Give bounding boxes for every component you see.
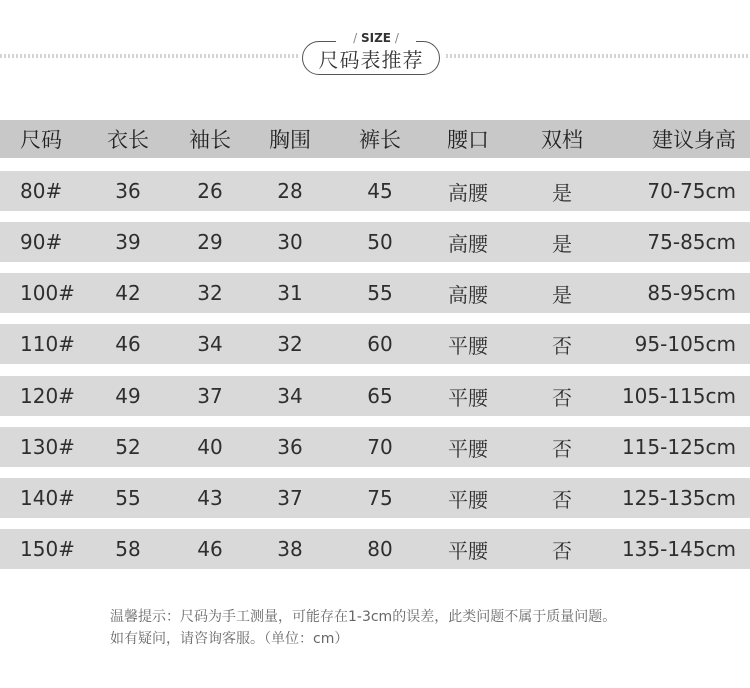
table-header-row [0, 120, 750, 158]
cell-pants-length: 50 [367, 230, 393, 254]
cell-suggested-height: 115-125cm [621, 435, 736, 459]
cell-pants-length: 75 [367, 486, 393, 510]
cell-top-length: 42 [115, 281, 141, 305]
table-row [0, 376, 750, 416]
cell-size: 120# [20, 384, 75, 408]
cell-sleeve-length: 34 [197, 332, 223, 356]
cell-double-crotch: 否 [552, 385, 572, 410]
table-row [0, 478, 750, 518]
column-header-suggested-height: 建议身高 [652, 128, 736, 152]
cell-size: 80# [20, 179, 63, 203]
cell-chest: 28 [277, 179, 303, 203]
table-row [0, 324, 750, 364]
table-row [0, 273, 750, 313]
cell-waist: 平腰 [448, 436, 488, 461]
table-row [0, 427, 750, 467]
cell-double-crotch: 否 [552, 538, 572, 563]
slash-right-icon: / [391, 31, 399, 45]
cell-pants-length: 55 [367, 281, 393, 305]
cell-size: 90# [20, 230, 63, 254]
cell-suggested-height: 135-145cm [621, 537, 736, 561]
cell-double-crotch: 是 [552, 231, 572, 256]
cell-size: 130# [20, 435, 75, 459]
decorative-line-left [0, 54, 298, 58]
cell-waist: 平腰 [448, 333, 488, 358]
cell-sleeve-length: 46 [197, 537, 223, 561]
cell-suggested-height: 105-115cm [621, 384, 736, 408]
column-header-double-crotch: 双档 [541, 128, 583, 152]
cell-top-length: 49 [115, 384, 141, 408]
cell-size: 110# [20, 332, 75, 356]
column-header-pants-length: 裤长 [359, 128, 401, 152]
size-chart-title: 尺码表推荐 [302, 41, 440, 75]
cell-size: 140# [20, 486, 75, 510]
cell-pants-length: 80 [367, 537, 393, 561]
cell-double-crotch: 否 [552, 333, 572, 358]
cell-waist: 平腰 [448, 538, 488, 563]
cell-top-length: 52 [115, 435, 141, 459]
table-row [0, 222, 750, 262]
size-label-text: SIZE [360, 31, 391, 45]
cell-pants-length: 45 [367, 179, 393, 203]
cell-sleeve-length: 29 [197, 230, 223, 254]
cell-waist: 平腰 [448, 487, 488, 512]
cell-pants-length: 70 [367, 435, 393, 459]
cell-double-crotch: 否 [552, 487, 572, 512]
cell-suggested-height: 75-85cm [647, 230, 736, 254]
warm-tip-line-2: 如有疑问，请咨询客服。（单位：cm） [110, 631, 349, 647]
cell-chest: 36 [277, 435, 303, 459]
cell-sleeve-length: 32 [197, 281, 223, 305]
size-chart-header [0, 0, 750, 100]
cell-waist: 高腰 [448, 231, 488, 256]
cell-pants-length: 65 [367, 384, 393, 408]
table-row [0, 529, 750, 569]
column-header-top-length: 衣长 [107, 128, 149, 152]
column-header-size: 尺码 [20, 128, 62, 152]
cell-top-length: 46 [115, 332, 141, 356]
cell-sleeve-length: 26 [197, 179, 223, 203]
cell-sleeve-length: 40 [197, 435, 223, 459]
column-header-sleeve-length: 袖长 [189, 128, 231, 152]
cell-top-length: 39 [115, 230, 141, 254]
cell-top-length: 58 [115, 537, 141, 561]
cell-double-crotch: 是 [552, 180, 572, 205]
cell-size: 150# [20, 537, 75, 561]
cell-double-crotch: 是 [552, 282, 572, 307]
slash-left-icon: / [353, 31, 361, 45]
cell-size: 100# [20, 281, 75, 305]
warm-tip [110, 606, 730, 650]
cell-waist: 平腰 [448, 385, 488, 410]
cell-chest: 31 [277, 281, 303, 305]
cell-waist: 高腰 [448, 282, 488, 307]
cell-sleeve-length: 43 [197, 486, 223, 510]
cell-top-length: 55 [115, 486, 141, 510]
cell-chest: 38 [277, 537, 303, 561]
cell-suggested-height: 125-135cm [621, 486, 736, 510]
cell-sleeve-length: 37 [197, 384, 223, 408]
cell-chest: 32 [277, 332, 303, 356]
column-header-chest: 胸围 [269, 128, 311, 152]
cell-suggested-height: 85-95cm [647, 281, 736, 305]
cell-chest: 34 [277, 384, 303, 408]
table-row [0, 171, 750, 211]
decorative-line-right [446, 54, 750, 58]
cell-suggested-height: 95-105cm [634, 332, 736, 356]
cell-chest: 37 [277, 486, 303, 510]
cell-top-length: 36 [115, 179, 141, 203]
cell-double-crotch: 否 [552, 436, 572, 461]
column-header-waist: 腰口 [447, 128, 489, 152]
cell-pants-length: 60 [367, 332, 393, 356]
cell-chest: 30 [277, 230, 303, 254]
cell-suggested-height: 70-75cm [647, 179, 736, 203]
warm-tip-line-1: 温馨提示：尺码为手工测量，可能存在1-3cm的误差，此类问题不属于质量问题。 [110, 609, 617, 625]
size-label [336, 30, 416, 46]
cell-waist: 高腰 [448, 180, 488, 205]
